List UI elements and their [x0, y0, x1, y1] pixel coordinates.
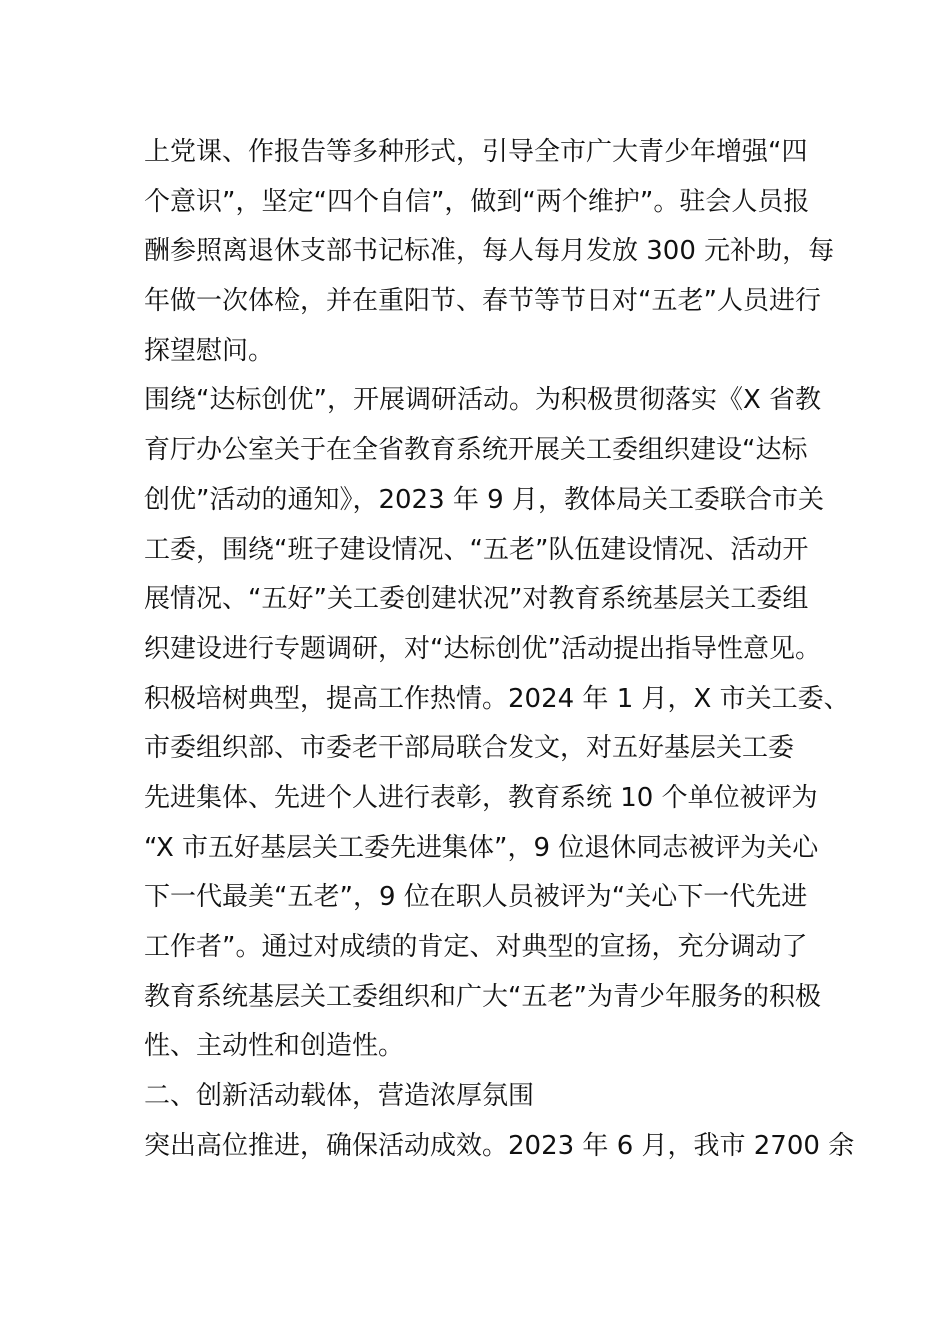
text-line: 积极培树典型，提高工作热情。2024 年 1 月，X 市关工委、 [144, 683, 850, 714]
text-line: 市委组织部、市委老干部局联合发文，对五好基层关工委 [144, 733, 795, 764]
text-line: 探望慰问。 [144, 335, 275, 366]
section-heading: 二、创新活动载体，营造浓厚氛围 [144, 1081, 535, 1112]
text-line: “X 市五好基层关工委先进集体”，9 位退休同志被评为关心 [144, 832, 819, 863]
text-line: 教育系统基层关工委组织和广大“五老”为青少年服务的积极 [144, 981, 821, 1012]
text-line: 展情况、“五好”关工委创建状况”对教育系统基层关工委组 [144, 584, 809, 615]
text-line: 育厅办公室关于在全省教育系统开展关工委组织建设“达标 [144, 435, 808, 466]
document-body [144, 128, 855, 1171]
text-line: 上党课、作报告等多种形式，引导全市广大青少年增强“四 [144, 137, 808, 167]
text-line: 织建设进行专题调研，对“达标创优”活动提出指导性意见。 [144, 633, 821, 664]
text-line: 酬参照离退休支部书记标准，每人每月发放 300 元补助，每 [144, 236, 835, 267]
text-line: 工作者”。通过对成绩的肯定、对典型的宣扬，充分调动了 [144, 932, 808, 962]
text-line: 创优”活动的通知》，2023 年 9 月，教体局关工委联合市关 [144, 484, 824, 515]
text-line: 围绕“达标创优”，开展调研活动。为积极贯彻落实《X 省教 [144, 385, 822, 416]
text-line: 性、主动性和创造性。 [144, 1031, 405, 1062]
text-line: 先进集体、先进个人进行表彰，教育系统 10 个单位被评为 [144, 782, 818, 813]
text-line: 突出高位推进，确保活动成效。2023 年 6 月，我市 2700 余 [144, 1130, 855, 1161]
text-line: 下一代最美“五老”，9 位在职人员被评为“关心下一代先进 [144, 882, 808, 913]
text-line: 个意识”，坚定“四个自信”，做到“两个维护”。驻会人员报 [144, 186, 810, 217]
text-line: 工委，围绕“班子建设情况、“五老”队伍建设情况、活动开 [144, 534, 809, 565]
text-line: 年做一次体检，并在重阳节、春节等节日对“五老”人员进行 [144, 286, 821, 317]
